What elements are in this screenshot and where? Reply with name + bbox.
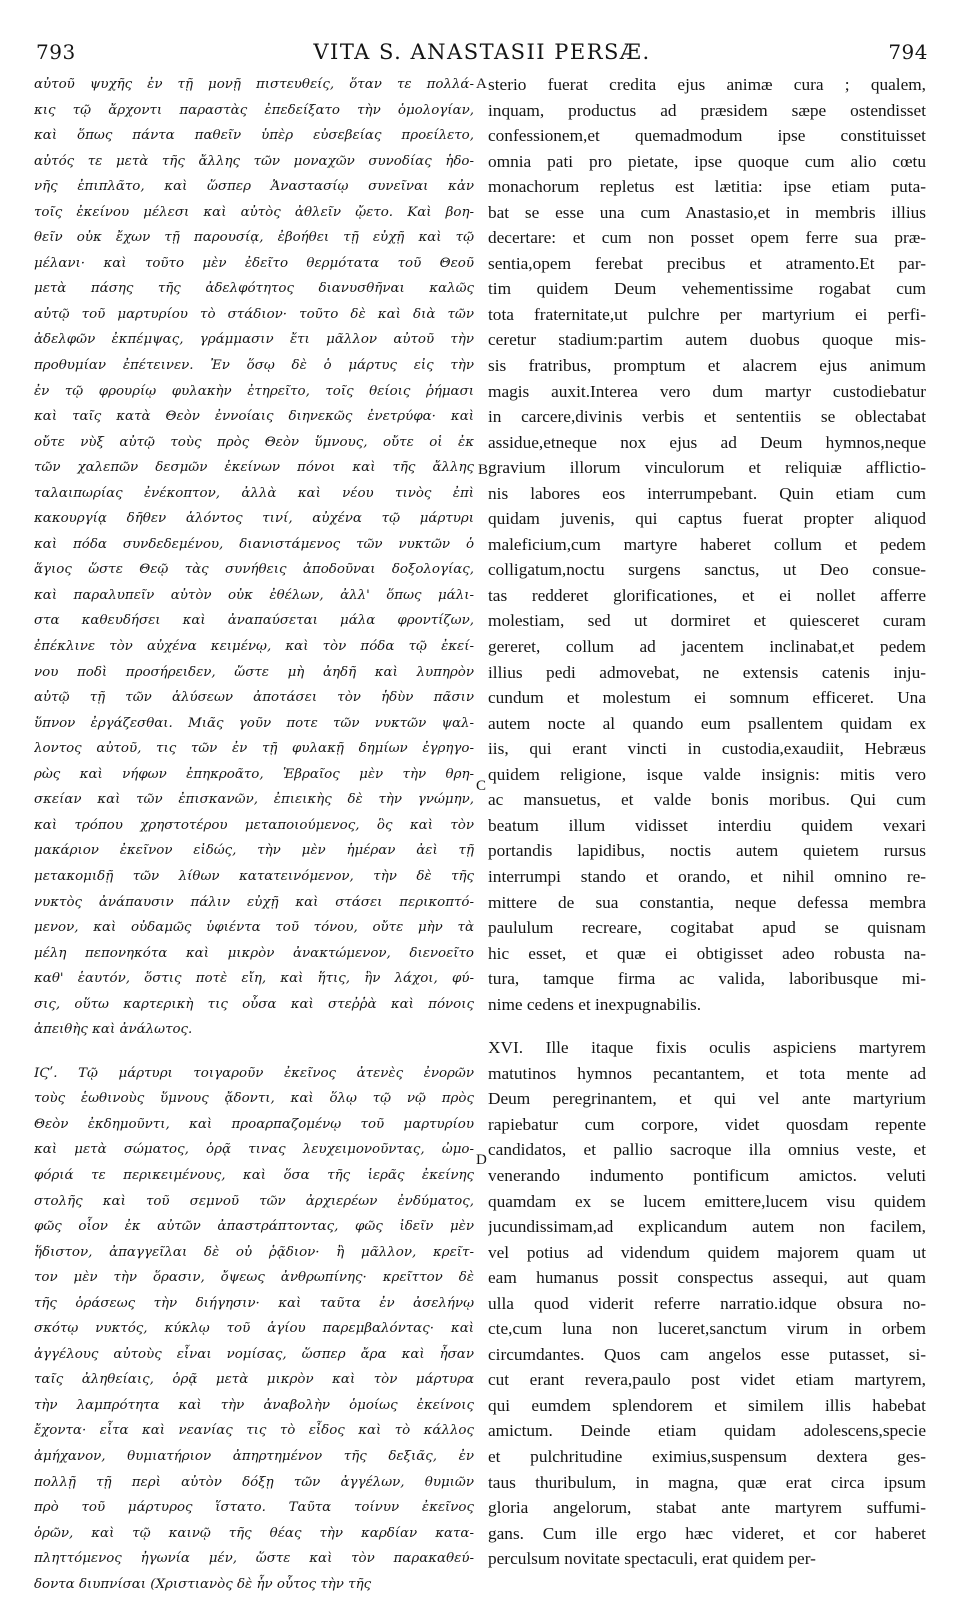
greek-text-line: ἐν τῷ φρουρίῳ φυλακὴν ἐτηρεῖτο, τοῖς θείοις ῥήμασι (34, 383, 474, 399)
greek-text-line: ρὼς καὶ νήφων ἐπηκροᾶτο, Ἑβραῖος μὲν τὴν θρη- (34, 766, 474, 782)
greek-text-line: κακουργίᾳ δῆθεν ἁλόντος τινί, αὐχένα τῷ μάρτυρι (34, 511, 474, 527)
greek-text-line: ὁρῶν, καὶ τῷ καινῷ τῆς θέας τὴν καρδίαν κατα- (34, 1525, 474, 1541)
latin-text-line: autem nocte al quando eum psallentem quidam ex (488, 713, 926, 733)
latin-text-line: amictum. Deinde etiam quidam adolescens,specie (488, 1421, 926, 1441)
latin-text-line: nis labores eos interrumpebant. Quin etiam cum (488, 483, 926, 503)
latin-text-line: confessionem,et quemadmodum ipse constituisset (488, 126, 926, 146)
greek-text-line: τὴν λαμπρότητα καὶ τὴν ἀναβολὴν ὁμοίως ἐκείνοις (34, 1397, 474, 1413)
latin-paragraph-1 (488, 72, 926, 1017)
greek-text-line: καὶ παραλυπεῖν αὐτὸν οὐκ ἐθέλων, ἀλλ' ὅπως μάλι- (34, 587, 474, 603)
greek-text-line: μενον, καὶ οὐδαμῶς ὑφιέντα τοῦ τόνου, οὔτε μὴν τὰ (34, 920, 474, 936)
page-number-right: 794 (888, 40, 928, 64)
greek-paragraph-1 (34, 72, 474, 1043)
paragraph-gap (34, 1043, 474, 1061)
greek-text-line: ταλαιπωρίας ἐνέκοπτον, ἀλλὰ καὶ νέου τινὸς ἐπὶ (34, 485, 474, 501)
greek-text-line: σις, οὕτω καρτερικὴ τις οὖσα καὶ στεῤῥὰ καὶ πόνοις (34, 996, 474, 1012)
latin-text-line: illius pedi admovebat, ne extensis catenis inju- (488, 662, 926, 682)
greek-text-line: ταῖς ἀληθείαις, ὁρᾷ μετὰ μικρὸν καὶ τὸν μάρτυρα (34, 1372, 474, 1388)
section-marker-a: A (476, 76, 487, 92)
greek-text-line: ἀδελφῶν ἐκπέμψας, γράμμασιν ἔτι μᾶλλον αὐτοῦ τὴν (34, 332, 474, 348)
greek-text-line: καὶ τρόπου χρηστοτέρου μεταποιούμενος, ὃς καὶ τὸν (34, 817, 474, 833)
latin-text-line: inquam, productus ad præsidem sæpe ostendisset (488, 100, 926, 120)
latin-text-line: qui eumdem splendorem et similem illis habebat (488, 1395, 926, 1415)
greek-text-line: τοῖς ἐκείνου μέλεσι καὶ αὐτὸς ἀθλεῖν ᾤετο. Καὶ βοη- (34, 204, 474, 220)
greek-text-line: Θεὸν ἐκδημοῦντι, καὶ προαρπαζομένῳ τοῦ μαρτυρίου (34, 1116, 474, 1132)
greek-text-line: καὶ μετὰ σώματος, ὁρᾷ τινας λευχειμονοῦντας, ὠμο- (34, 1142, 474, 1158)
greek-text-line: ἔχοντα· εἶτα καὶ νεανίας τις τὸ εἶδος καὶ τὸ κάλλος (34, 1423, 474, 1439)
latin-text-line: iis, qui erant vincti in custodia,exaudiit, Hebræus (488, 739, 926, 759)
latin-text-line: tas redderet glorificationes, et ei nollet afferre (488, 585, 926, 605)
latin-text-line: matutinos hymnos pecantantem, et tota mente ad (488, 1063, 926, 1083)
greek-text-line: τον μὲν τὴν ὅρασιν, ὄψεως ἀνθρωπίνης· κρεῖττον δὲ (34, 1270, 474, 1286)
latin-text-line: bat se esse una cum Anastasio,et in membris illius (488, 202, 926, 222)
latin-text-line: rapiebatur cum corpore, videt quosdam repente (488, 1114, 926, 1134)
greek-text-line: οὔτε νὺξ αὐτῷ τοὺς πρὸς Θεὸν ὕμνους, οὔτε οἱ ἐκ (34, 434, 474, 450)
greek-text-line: ἅγιος ὥστε Θεῷ τὰς συνήθεις ἀποδοῦναι δοξολογίας, (34, 562, 474, 578)
greek-text-line: σκείαν καὶ τῶν ἐπισκανῶν, ἐπιεικὴς δὲ τὴν γνώμην, (34, 792, 474, 808)
latin-text-line: gereret, collum ad jacentem inclinabat,et pedem (488, 637, 926, 657)
latin-text-line: XVI. Ille itaque fixis oculis aspiciens martyrem (488, 1038, 926, 1058)
latin-text-line: quidem religione, isque valde insignis: mitis vero (488, 764, 926, 784)
page-number-left: 793 (36, 40, 76, 64)
latin-text-line: ac mansuetus, et valde bonis moribus. Qui cum (488, 790, 926, 810)
latin-text-line: quamdam ex se lucem emittere,lucem visu quidem (488, 1191, 926, 1211)
latin-text-line: gloria angelorum, stabat ante martyrem suffumi- (488, 1498, 926, 1518)
latin-text-line: omnia pati pro pietate, ipse quoque cum alio cœtu (488, 151, 926, 171)
greek-text-line: μακάριον ἐκεῖνον εἰδώς, τὴν μὲν ἡμέραν ἀεὶ τῇ (34, 843, 474, 859)
greek-column (34, 72, 474, 1597)
latin-text-line: tim quidem Deum vehementissime rogabat cum (488, 279, 926, 299)
greek-text-line: καθ' ἑαυτόν, ὅστις ποτὲ εἴη, καὶ ἥτις, ἣν λάχοι, φύ- (34, 971, 474, 987)
latin-text-line: gans. Cum ille ergo hæc videret, et cor haberet (488, 1523, 926, 1543)
running-header (36, 40, 928, 70)
greek-text-line: ἀμήχανον, θυμιατήριον ἀπηρτημένον τῆς δεξιᾶς, ἐν (34, 1448, 474, 1464)
greek-text-line: μετακομιδῇ τῶν λίθων κατατεινόμενον, τὴν δὲ τῆς (34, 868, 474, 884)
latin-text-line: jucundissimam,ad explicandum autem non facilem, (488, 1217, 926, 1237)
greek-text-line: αὐτοῦ ψυχῆς ἐν τῇ μονῇ πιστευθείς, ὅταν τε πολλά- (34, 77, 474, 92)
running-title: VITA S. ANASTASII PERSÆ. (313, 40, 651, 64)
latin-text-line: eam humanus possit conspectus assequi, aut quam (488, 1268, 926, 1288)
greek-text-line: πληττόμενος ἠγωνία μέν, ὥστε καὶ τὸν παρακαθεύ- (34, 1551, 474, 1567)
latin-text-line: et pulchritudine eximius,suspensum dextera ges- (488, 1446, 926, 1466)
latin-text-line: perculsum novitate spectaculi, erat quidem per- (488, 1549, 816, 1569)
greek-text-line: δοντα διυπνίσαι (Χριστιανὸς δὲ ἦν οὗτος τὴν τῆς (34, 1576, 372, 1592)
greek-paragraph-2 (34, 1061, 474, 1597)
latin-text-line: tota fraternitate,ut pulchre per martyrium ei perfi- (488, 304, 926, 324)
latin-text-line: paululum recreare, cogitabat apud se quisnam (488, 918, 926, 938)
latin-text-line: colligatum,noctu surgens sanctus, ut Deo consue- (488, 560, 926, 580)
greek-text-line: ὕπνον ἐργάζεσθαι. Μιᾶς γοῦν ποτε τῶν νυκτῶν ψαλ- (34, 715, 474, 731)
greek-text-line: αὐτός τε μετὰ τῆς ἄλλης τῶν μοναχῶν συνοδίας ἡδο- (34, 153, 474, 169)
greek-text-line: προθυμίαν ἐπέτεινεν. Ἐν ὅσῳ δὲ ὁ μάρτυς εἰς τὴν (34, 358, 474, 374)
latin-paragraph-2 (488, 1035, 926, 1571)
greek-text-line: μέλη πεπονηκότα καὶ μικρὸν ἀνακτώμενον, διενοεῖτο (34, 945, 474, 961)
greek-text-line: λοντος αὐτοῦ, τις τῶν ἐν τῇ φυλακῇ δημίων ἐγρηγο- (34, 741, 474, 757)
greek-text-line: αὐτῷ τῇ τῶν ἁλύσεων ἀποτάσει τὸν ἡδὺν πᾶσιν (34, 690, 474, 706)
greek-text-line: νῆς ἐπιπλᾶτο, καὶ ὥσπερ Ἀναστασίῳ συνεῖναι κἀν (34, 179, 474, 195)
latin-text-line: sterio fuerat credita ejus animæ cura ; qualem, (488, 75, 926, 94)
greek-text-line: στολῆς καὶ τοῦ σεμνοῦ τῶν ἀρχιερέων ἐνδύματος, (34, 1193, 474, 1209)
greek-text-line: καὶ ταῖς κατὰ Θεὸν ἐννοίαις διηνεκῶς ἐνετρύφα· καὶ (34, 409, 474, 425)
greek-text-line: μετὰ πάσης τῆς ἀδελφότητος διανυσθῆναι καλῶς (34, 281, 474, 297)
latin-text-line: Deum peregrinantem, et qui vel ante martyrium (488, 1089, 926, 1109)
latin-text-line: sis fratribus, promptum et alacrem ejus animum (488, 356, 926, 376)
latin-text-line: cundum et molestum ei somnum efficeret. Una (488, 688, 926, 708)
latin-text-line: maleficium,cum martyre haberet collum et pedem (488, 534, 926, 554)
latin-text-line: molestiam, sed ut dormiret et quiesceret curam (488, 611, 926, 631)
latin-text-line: in carcere,divinis verbis et sententiis se oblectabat (488, 407, 926, 427)
greek-text-line: στα καθευδήσει καὶ ἀναπαύσεται μάλα φροντίζων, (34, 613, 474, 629)
section-marker-c: C (476, 778, 487, 794)
greek-text-line: πρὸ τοῦ μάρτυρος ἵστατο. Ταῦτα τοίνυν ἐκεῖνος (34, 1500, 474, 1516)
latin-text-line: hic esset, et quæ ei obtigisset adeo robusta na- (488, 943, 926, 963)
greek-text-line: θεῖν οὐκ ἔχων τῇ παρουσίᾳ, ἐβοήθει τῇ εὐχῇ καὶ τῷ (34, 230, 474, 246)
latin-text-line: assidue,etneque nox ejus ad Deum hymnos,neque (488, 432, 926, 452)
latin-text-line: beatum illum vidisset interdiu quidem vexari (488, 815, 926, 835)
latin-text-line: circumdantes. Quos cam angelos esse putasset, si- (488, 1344, 926, 1364)
greek-text-line: νου ποδὶ προσήρειδεν, ὥστε μὴ ἀηδῆ καὶ λυπηρὸν (34, 664, 474, 680)
greek-text-line: σκότῳ νυκτός, κύκλῳ τοῦ ἁγίου παρεμβαλόντας· καὶ (34, 1321, 474, 1337)
latin-text-line: cte,cum luna non luceret,sanctum virum in orbem (488, 1319, 926, 1339)
greek-text-line: καὶ πόδα συνδεδεμένου, διανιστάμενος τῶν νυκτῶν ὁ (34, 536, 474, 552)
latin-text-line: tura, tamque firma ac valida, laboribusque mi- (488, 969, 926, 989)
section-marker-d: D (476, 1152, 487, 1168)
latin-column (488, 72, 926, 1572)
greek-text-line: ΙϚʹ. Τῷ μάρτυρι τοιγαροῦν ἐκεῖνος ἀτενὲς ἐνορῶν (34, 1065, 474, 1081)
greek-text-line: ἐπέκλινε τὸν αὐχένα κειμένῳ, καὶ τὸν πόδα τῷ ἐκεί- (34, 639, 474, 655)
latin-text-line: portandis lapidibus, noctis autem quietem rursus (488, 841, 926, 861)
greek-text-line: πολλῇ τῇ περὶ αὐτὸν δόξῃ τῶν ἀγγέλων, θυμιῶν (34, 1474, 474, 1490)
greek-text-line: ἥδιστον, ἀπαγγεῖλαι δὲ οὐ ῥᾷδιον· ἢ μᾶλλον, κρεῖτ- (34, 1244, 474, 1260)
latin-text-line: cut erant revera,paulo post videt etiam martyrem, (488, 1370, 926, 1390)
greek-text-line: καὶ ὅπως πάντα παθεῖν ὑπὲρ εὐσεβείας προείλετο, (34, 128, 474, 144)
section-marker-b: B (478, 462, 489, 478)
greek-text-line: τῶν χαλεπῶν δεσμῶν ἐκείνων πόνοι καὶ τῆς ἄλλης (34, 460, 474, 476)
latin-text-line: mittere de sua constantia, neque defessa membra (488, 892, 926, 912)
latin-text-line: candidatos, et pallio sacroque illa omnius veste, et (488, 1140, 926, 1160)
latin-text-line: taus thuribulum, in magna, quæ erat circa ipsum (488, 1472, 926, 1492)
latin-text-line: venerando indumento pontificum amictos. veluti (488, 1165, 926, 1185)
greek-text-line: ἀγγέλους αὐτοὺς εἶναι νομίσας, ὥσπερ ἄρα καὶ ἦσαν (34, 1346, 474, 1362)
greek-text-line: φῶς οἷον ἐκ αὐτῶν ἀπαστράπτοντας, φῶς ἰδεῖν μὲν (34, 1219, 474, 1235)
greek-text-line: αὐτῷ τοῦ μαρτυρίου τὸ στάδιον· τοῦτο δὲ καὶ διὰ τῶν (34, 306, 474, 322)
latin-text-line: interrumpi stando et orando, et nihil omnino re- (488, 866, 926, 886)
greek-text-line: νυκτὸς ἀνάπαυσιν πάλιν εὐχῇ καὶ στάσει περικοπτό- (34, 894, 474, 910)
paragraph-gap (488, 1017, 926, 1035)
latin-text-line: vel potius ad videndum quidem majorem quam ut (488, 1242, 926, 1262)
latin-text-line: decertare: et cum non posset opem ferre sua præ- (488, 228, 926, 248)
latin-text-line: gravium illorum vinculorum et reliquiæ afflictio- (488, 458, 926, 478)
latin-text-line: quidam juvenis, qui captus fuerat propter aliquod (488, 509, 926, 529)
latin-text-line: nime cedens et inexpugnabilis. (488, 994, 702, 1014)
greek-text-line: φόριά τε περικειμένους, καὶ ὅσα τῆς ἱερᾶς ἐκείνης (34, 1167, 474, 1183)
latin-text-line: monachorum repletus est lætitia: ipse etiam puta- (488, 177, 926, 197)
greek-text-line: ἀπειθὴς καὶ ἀνάλωτος. (34, 1022, 193, 1038)
greek-text-line: τῆς ὁράσεως τὴν διήγησιν· καὶ ταῦτα ἐν ἀσελήνῳ (34, 1295, 474, 1311)
greek-text-line: μέλανι· καὶ τοῦτο μὲν ἐδεῖτο θερμότατα τοῦ Θεοῦ (34, 255, 474, 271)
latin-text-line: magis auxit.Interea vero dum martyr custodiebatur (488, 381, 926, 401)
latin-text-line: sentia,opem ferebat precibus et atramento.Et par- (488, 253, 926, 273)
latin-text-line: ceretur stadium:partim autem duobus quoque mis- (488, 330, 926, 350)
greek-text-line: τοὺς ἑωθινοὺς ὕμνους ᾄδοντι, καὶ ὅλῳ τῷ νῷ πρὸς (34, 1091, 474, 1107)
greek-text-line: κις τῷ ἄρχοντι παραστὰς ἐπεδείξατο τὴν ὁμολογίαν, (34, 102, 474, 118)
latin-text-line: ulla quod viderit referre narratio.idque obsura no- (488, 1293, 926, 1313)
